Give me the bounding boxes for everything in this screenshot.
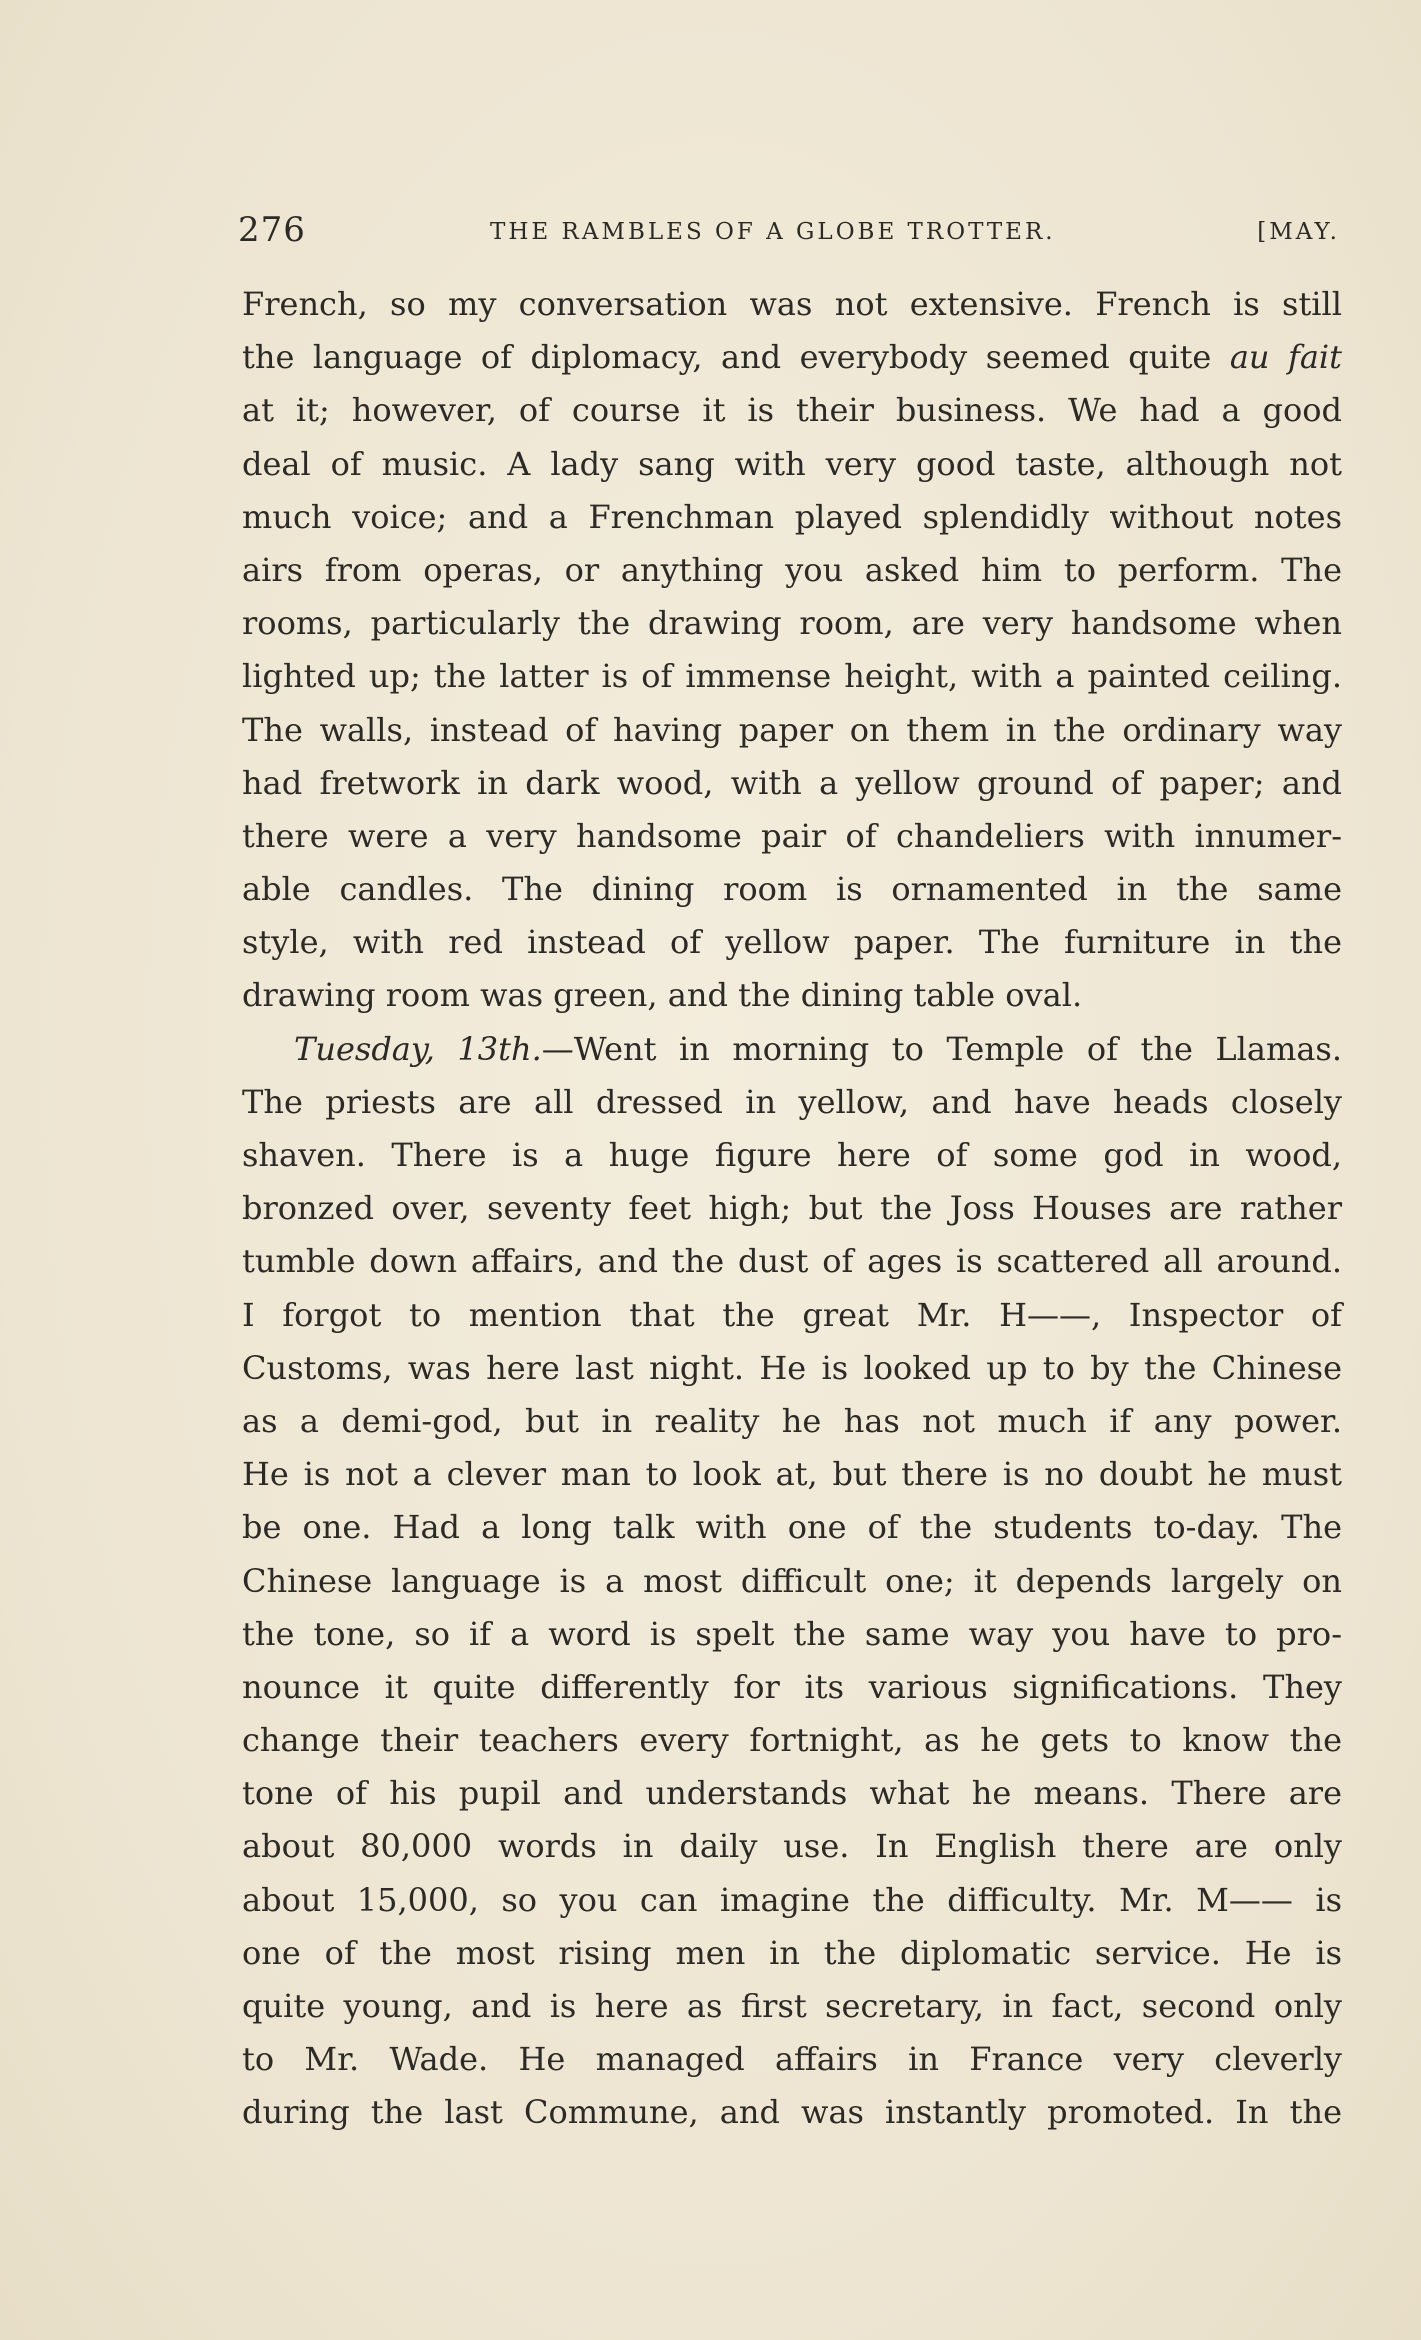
running-head (238, 208, 1340, 252)
text-line: He is not a clever man to look at, but there is no doubt he must (242, 1455, 1342, 1494)
text-line: The walls, instead of having paper on them in the ordinary way (242, 710, 1342, 749)
text-line: French, so my conversation was not extensive. French is still (242, 285, 1342, 323)
text-line: drawing room was green, and the dining table oval. (242, 976, 1083, 1015)
text-line: be one. Had a long talk with one of the students to-day. The (242, 1508, 1342, 1547)
text-line: nounce it quite differently for its various significations. They (242, 1667, 1342, 1706)
text-line: about 15,000, so you can imagine the difficulty. Mr. M—— is (242, 1880, 1342, 1919)
page-number: 276 (238, 210, 306, 250)
text-line: tone of his pupil and understands what he means. There are (242, 1774, 1342, 1813)
text-line: bronzed over, seventy feet high; but the Joss Houses are rather (242, 1189, 1342, 1228)
diary-date: Tuesday, 13th. (294, 1029, 542, 1068)
text-line: had fretwork in dark wood, with a yellow ground of paper; and (242, 763, 1342, 802)
text-line: lighted up; the latter is of immense height, with a painted ceiling. (242, 657, 1342, 696)
text-line: one of the most rising men in the diplomatic service. He is (242, 1933, 1342, 1972)
text-line: there were a very handsome pair of chandeliers with innumer- (242, 816, 1342, 855)
text-line (242, 331, 1342, 384)
text-line: deal of music. A lady sang with very good taste, although not (242, 444, 1342, 483)
text-line: shaven. There is a huge figure here of some god in wood, (242, 1136, 1342, 1174)
text-line: quite young, and is here as first secretary, in fact, second only (242, 1987, 1342, 2025)
text-line: Customs, was here last night. He is looked up to by the Chinese (242, 1348, 1342, 1387)
text-line (242, 1023, 1342, 1076)
text-line: about 80,000 words in daily use. In English there are only (242, 1827, 1342, 1866)
text-line-segment: the language of diplomacy, and everybody seemed quite (242, 338, 1230, 377)
text-line: at it; however, of course it is their business. We had a good (242, 391, 1342, 430)
running-head-month: [MAY. (1257, 219, 1340, 245)
text-line: The priests are all dressed in yellow, and have heads closely (242, 1082, 1342, 1121)
text-line: Chinese language is a most difficult one; it depends largely on (242, 1561, 1342, 1600)
text-line: during the last Commune, and was instantly promoted. In the (242, 2093, 1342, 2132)
text-line: style, with red instead of yellow paper. The furniture in the (242, 923, 1342, 962)
text-line: airs from operas, or anything you asked him to perform. The (242, 550, 1342, 589)
body-text (242, 278, 1342, 2140)
text-line: I forgot to mention that the great Mr. H——, Inspector of (242, 1295, 1342, 1334)
text-line: tumble down affairs, and the dust of ages is scattered all around. (242, 1242, 1342, 1281)
text-line: able candles. The dining room is ornamented in the same (242, 870, 1342, 909)
text-line: to Mr. Wade. He managed affairs in France very cleverly (242, 2040, 1342, 2079)
text-line: the tone, so if a word is spelt the same way you have to pro- (242, 1614, 1342, 1653)
book-title: THE RAMBLES OF A GLOBE TROTTER. (490, 219, 1056, 245)
italic-phrase: au fait (1229, 338, 1342, 377)
text-line: rooms, particularly the drawing room, are very handsome when (242, 604, 1342, 643)
text-line: much voice; and a Frenchman played splendidly without notes (242, 497, 1342, 536)
text-line: change their teachers every fortnight, as he gets to know the (242, 1721, 1342, 1760)
text-line-segment: —Went in morning to Temple of the Llamas. (541, 1029, 1342, 1068)
text-line: as a demi-god, but in reality he has not much if any power. (242, 1401, 1342, 1440)
